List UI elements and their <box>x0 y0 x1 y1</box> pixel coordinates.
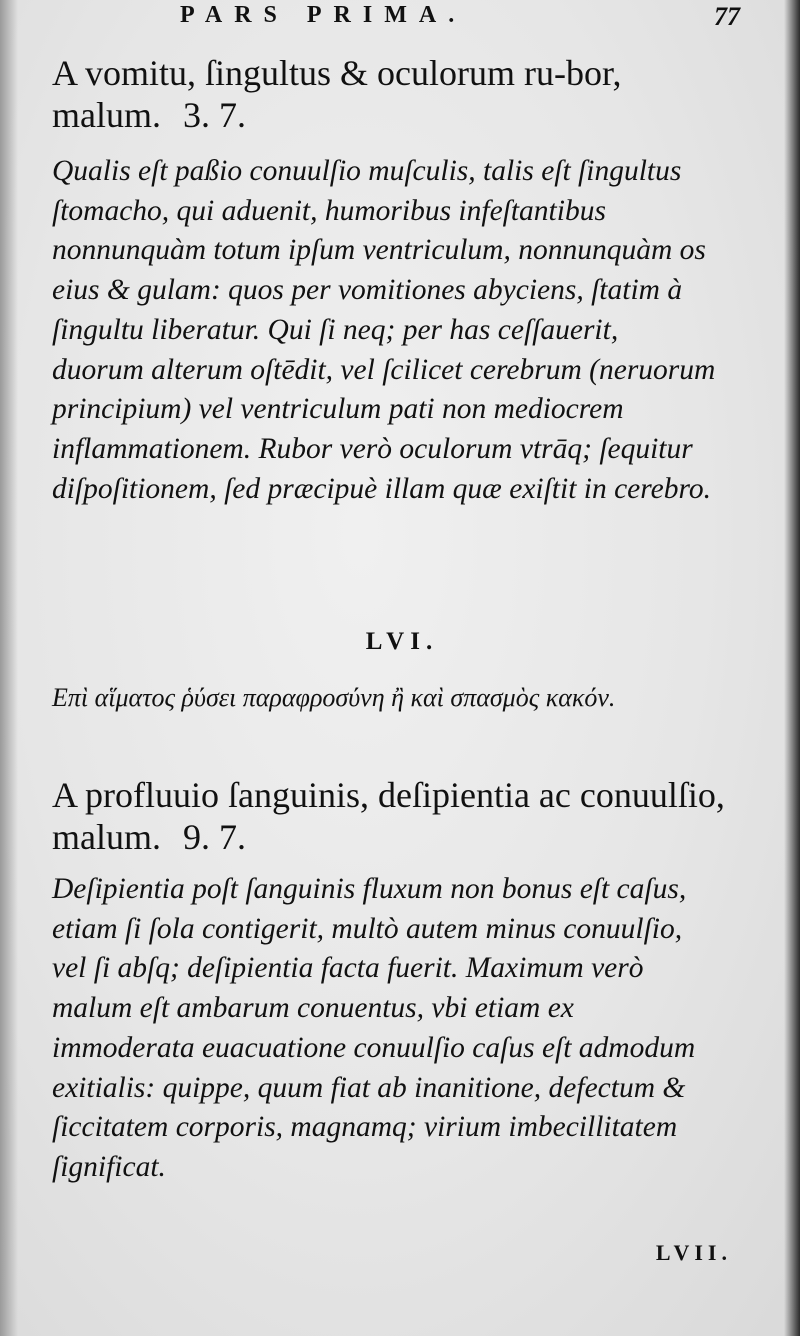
aphorism-text-1: A vomitu, ſingultus & oculorum ru-bor, malum. <box>52 53 622 135</box>
catchword: LVII. <box>655 1240 732 1265</box>
aphorism-heading-1 <box>52 52 732 136</box>
commentary-paragraph-2: Deſipientia poſt ſanguinis fluxum non bonus eſt caſus, etiam ſi ſola contigerit, multò autem minus conuulſio, vel ſi abſq; deſipientia facta fuerit. Maximum verò malum eſt ambarum conuentus, vbi etiam ex immoderata euacuatione conuulſio caſus eſt admodum exitialis: quippe, quum fiat ab inanitione, defectum & ſiccitatem corporis, magnamq; virium imbecillitatem ſignificat. <box>52 873 696 1183</box>
page-edge-shadow <box>784 0 800 1336</box>
running-head: PARS PRIMA. <box>180 2 467 28</box>
greek-aphorism: Επὶ αἵματος ῥύσει παραφροσύνη ἢ καὶ σπασμὸς κακόν. <box>52 683 616 712</box>
page-header <box>180 2 740 36</box>
commentary-paragraph-1: Qualis eſt paßio conuulſio muſculis, talis eſt ſingultus ſtomacho, qui aduenit, humoribus infeſtantibus nonnunquàm totum ipſum ventriculum, nonnunquàm os eius & gulam: quos per vomitiones abyciens, ſtatim à ſingultu liberatur. Qui ſi neq; per has ceſſauerit, duorum alterum oſtēdit, vel ſcilicet cerebrum (neruorum principium) vel ventriculum pati non mediocrem inflammationem. Rubor verò oculorum vtrāq; ſequitur diſpoſitionem, ſed præcipuè illam quæ exiſtit in cerebro. <box>52 155 716 505</box>
aphorism-reference-1: 3. 7. <box>182 95 246 135</box>
section-number: LVI. <box>365 628 439 655</box>
aphorism-heading-2 <box>52 774 732 858</box>
aphorism-text-2: A profluuio ſanguinis, deſipientia ac conuulſio, malum. <box>52 775 725 857</box>
page-gutter-shadow <box>0 0 18 1336</box>
page-number: 77 <box>714 2 740 31</box>
aphorism-reference-2: 9. 7. <box>182 817 246 857</box>
